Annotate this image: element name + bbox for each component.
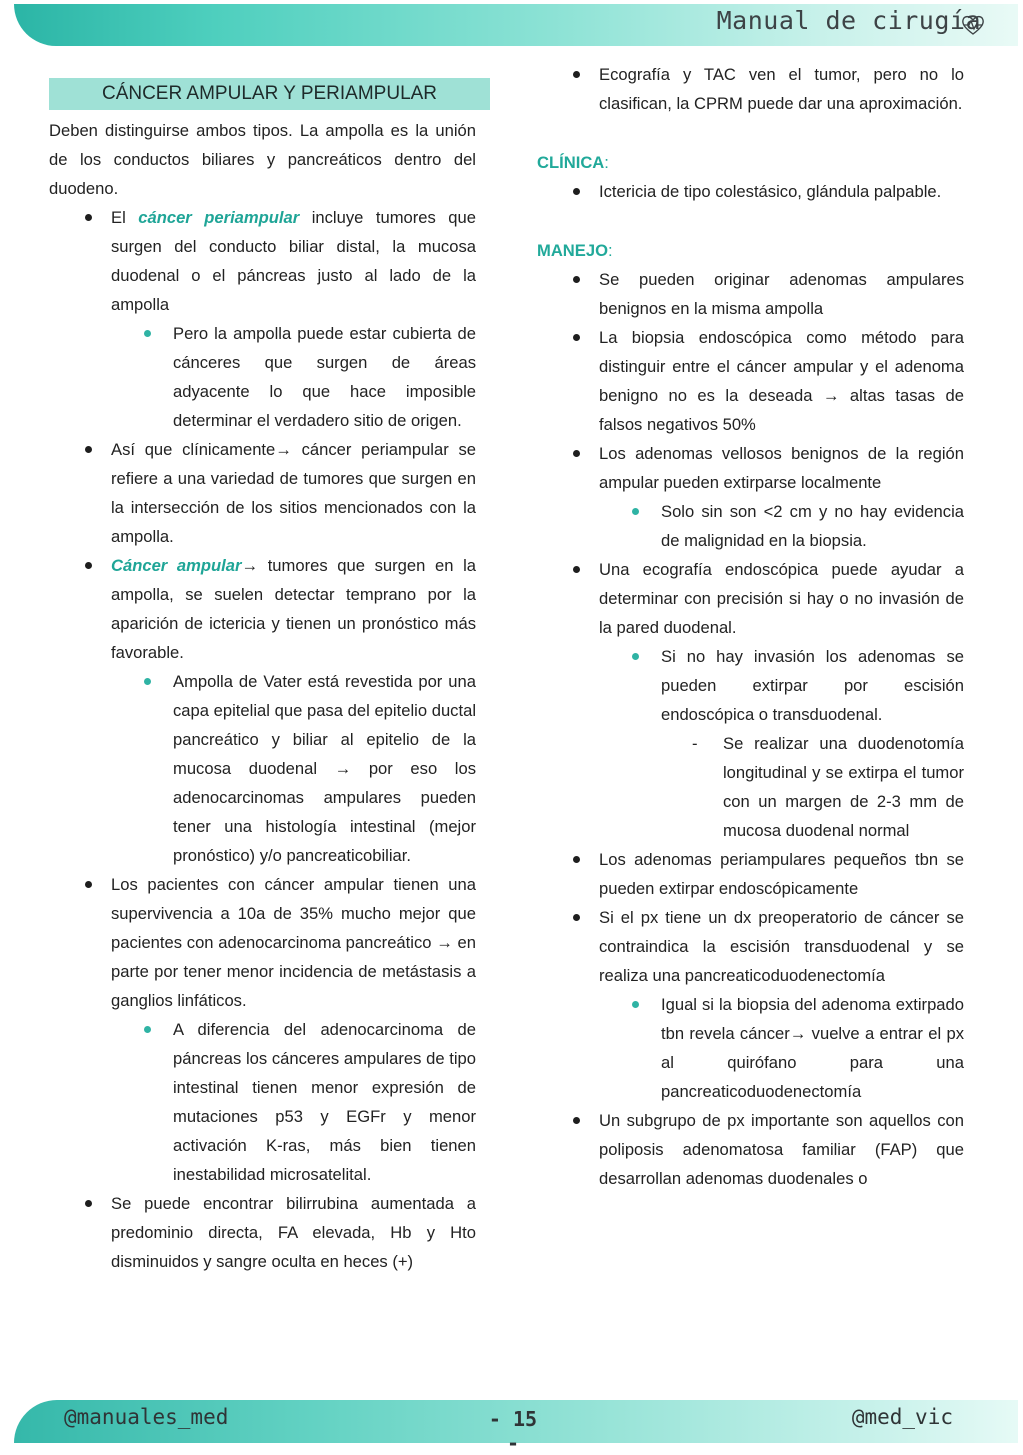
right-column (537, 60, 964, 1193)
list-item: Así que clínicamente→ cáncer periampular se refiere a una variedad de tumores que surgen en la intersección de los sitios mencionados con la ampolla. (49, 435, 476, 551)
footer-handle-left: @manuales_med (64, 1405, 229, 1429)
brand-title: Manual de cirugía (716, 6, 981, 35)
list-item: Los adenomas periampulares pequeños tbn se pueden extirpar endoscópicamente (537, 845, 964, 903)
left-column (49, 60, 476, 1276)
sub-list-item: Si no hay invasión los adenomas se pueden extirpar por escisión endoscópica o transduodenal. (537, 642, 964, 729)
clinica-list (537, 177, 964, 206)
list-item: Ictericia de tipo colestásico, glándula palpable. (537, 177, 964, 206)
list-item: Una ecografía endoscópica puede ayudar a determinar con precisión si hay o no invasión de la pared duodenal. (537, 555, 964, 642)
list-item: La biopsia endoscópica como método para distinguir entre el cáncer ampular y el adenoma benigno no es la deseada → altas tasas de falsos negativos 50% (537, 323, 964, 439)
sub-list-item: A diferencia del adenocarcinoma de páncreas los cánceres ampulares de tipo intestinal tienen menor expresión de mutaciones p53 y EGFr y menor activación K-ras, más bien tienen inestabilidad microsatelital. (49, 1015, 476, 1189)
section-title: CÁNCER AMPULAR Y PERIAMPULAR (49, 78, 490, 110)
text: tumores que surgen en la ampolla, se suelen detectar temprano por la aparición de ictericia y tienen un pronóstico más favorable. (111, 556, 476, 662)
list-item: Se pueden originar adenomas ampulares benignos en la misma ampolla (537, 265, 964, 323)
list-item: Los pacientes con cáncer ampular tienen una supervivencia a 10a de 35% mucho mejor que pacientes con adenocarcinoma pancreático → en parte por tener menor incidencia de metástasis a ganglios linfáticos. (49, 870, 476, 1015)
text: incluye tumores que surgen del conducto biliar distal, la mucosa duodenal o el páncreas justo al lado de la ampolla (111, 208, 476, 314)
clinica-heading: CLÍNICA: (537, 153, 609, 172)
dash-list-item: - Se realizar una duodenotomía longitudinal y se extirpa el tumor con un margen de 2-3 mm de mucosa duodenal normal (537, 729, 964, 845)
sub-list-item: Ampolla de Vater está revestida por una capa epitelial que pasa del epitelio ductal pancreático y biliar al epitelio de la mucosa duodenal → por eso los adenocarcinomas ampulares pueden tener una histología intestinal (mejor pronóstico) y/o pancreaticobiliar. (49, 667, 476, 870)
list-item: Si el px tiene un dx preoperatorio de cáncer se contraindica la escisión transduodenal y se realiza una pancreaticoduodenectomía (537, 903, 964, 990)
term-ampular: Cáncer ampular (111, 556, 242, 575)
intro-paragraph: Deben distinguirse ambos tipos. La ampolla es la unión de los conductos biliares y pancreáticos dentro del duodeno. (49, 121, 476, 198)
footer-handle-right: @med_vic (851, 1405, 953, 1429)
manejo-heading: MANEJO: (537, 241, 613, 260)
sub-list-item: Solo sin son <2 cm y no hay evidencia de malignidad en la biopsia. (537, 497, 964, 555)
page-number: - 15 - (488, 1407, 538, 1455)
manejo-list (537, 265, 964, 1193)
list-item-ampular (49, 551, 476, 667)
heading-text: CLÍNICA (537, 153, 605, 172)
heading-text: MANEJO (537, 241, 608, 260)
list-item: Los adenomas vellosos benignos de la región ampular pueden extirparse localmente (537, 439, 964, 497)
list-item: Ecografía y TAC ven el tumor, pero no lo clasifican, la CPRM puede dar una aproximación. (537, 60, 964, 118)
sub-list-item: Pero la ampolla puede estar cubierta de cánceres que surgen de áreas adyacente lo que hace imposible determinar el verdadero sitio de origen. (49, 319, 476, 435)
right-bullet-list (537, 60, 964, 118)
list-item: Se puede encontrar bilirrubina aumentada a predominio directa, FA elevada, Hb y Hto disminuidos y sangre oculta en heces (+) (49, 1189, 476, 1276)
arrow: → (241, 556, 259, 575)
sub-list-item: Igual si la biopsia del adenoma extirpado tbn revela cáncer→ vuelve a entrar el px al quirófano para una pancreaticoduodenectomía (537, 990, 964, 1106)
text: El (111, 208, 139, 227)
list-item-periampular (49, 203, 476, 319)
term-periampular: cáncer periampular (138, 208, 300, 227)
left-bullet-list (49, 203, 476, 1276)
heart-pulse-icon (961, 14, 985, 36)
list-item: Un subgrupo de px importante son aquellos con poliposis adenomatosa familiar (FAP) que desarrollan adenomas duodenales o (537, 1106, 964, 1193)
